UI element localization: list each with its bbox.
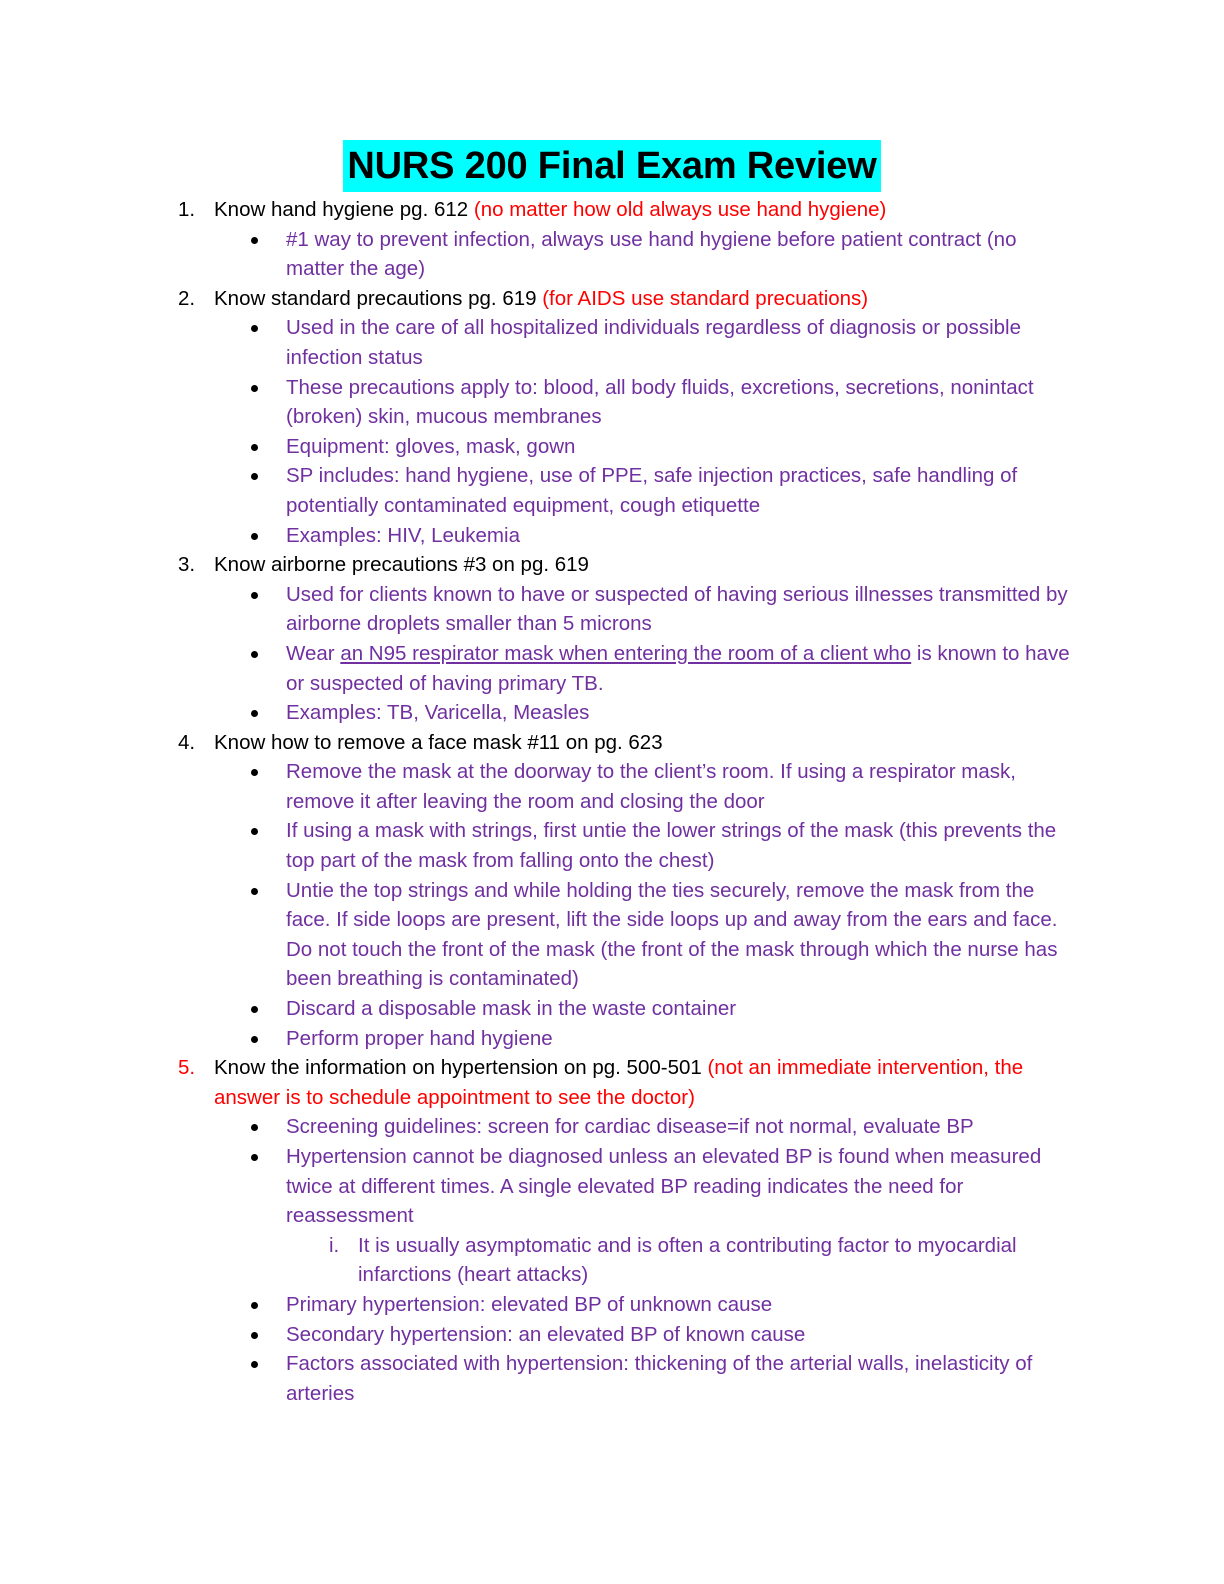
- item-heading: Know hand hygiene pg. 612: [214, 198, 474, 221]
- bullet-text: Perform proper hand hygiene: [286, 1026, 553, 1050]
- bullet-icon: [251, 1036, 258, 1043]
- bullet-text: These precautions apply to: blood, all body fluids, excretions, secretions, nonintact (broken) skin, mucous membranes: [286, 375, 1034, 429]
- bullet-icon: [251, 237, 258, 244]
- bullet-icon: [251, 444, 258, 451]
- title-wrap: [0, 140, 1224, 192]
- sub-text: It is usually asymptomatic and is often a contributing factor to myocardial infarctions (heart attacks): [358, 1233, 1017, 1287]
- bullet-text: Examples: TB, Varicella, Measles: [286, 701, 590, 725]
- bullet-item: [286, 313, 1078, 372]
- bullet-item: [286, 1142, 1078, 1290]
- bullet-item: [286, 876, 1078, 994]
- bullet-item: [286, 757, 1078, 816]
- bullet-icon: [251, 1302, 258, 1309]
- bullet-icon: [251, 1361, 258, 1368]
- sub-list: [286, 1231, 1078, 1290]
- bullet-text: Factors associated with hypertension: thickening of the arterial walls, inelasticity of arteries: [286, 1352, 1033, 1405]
- bullet-text: Untie the top strings and while holding the ties securely, remove the mask from the face. If side loops are present, lift the side loops up and away from the ears and face. Do not touch the front of the mask (the front of the mask through which the nurse has been breathing is contaminated): [286, 878, 1058, 991]
- bullet-icon: [251, 1154, 258, 1161]
- bullet-icon: [251, 1332, 258, 1339]
- bullet-icon: [251, 533, 258, 540]
- bullet-item: [286, 580, 1078, 639]
- bullet-text: Used in the care of all hospitalized individuals regardless of diagnosis or possible infection status: [286, 316, 1021, 369]
- bullet-icon: [251, 651, 258, 658]
- bullet-list: [214, 580, 1078, 728]
- item-note: (not an immediate intervention, the answer is to schedule appointment to see the doctor): [214, 1056, 1024, 1109]
- bullet-text: SP includes: hand hygiene, use of PPE, safe injection practices, safe handling of potentially contaminated equipment, cough etiquette: [286, 464, 1018, 517]
- bullet-icon: [251, 710, 258, 717]
- item-number: 1.: [178, 198, 196, 221]
- bullet-text: is known to have or suspected of having primary TB.: [286, 641, 1070, 695]
- bullet-text: Remove the mask at the doorway to the client’s room. If using a respirator mask, remove it after leaving the room and closing the door: [286, 760, 1016, 813]
- bullet-item: [286, 1320, 1078, 1350]
- bullet-item: [286, 521, 1078, 551]
- bullet-text: #1 way to prevent infection, always use hand hygiene before patient contract (no matter the age): [286, 227, 1017, 281]
- review-item-1: [178, 195, 1078, 284]
- review-item-4: [178, 728, 1078, 1054]
- bullet-item-n95: [286, 639, 1078, 698]
- bullet-text: Secondary hypertension: an elevated BP of known cause: [286, 1322, 806, 1346]
- bullet-icon: [251, 592, 258, 599]
- bullet-text: Examples: HIV, Leukemia: [286, 523, 520, 547]
- bullet-list: [214, 313, 1078, 550]
- bullet-item: [286, 698, 1078, 728]
- bullet-icon: [251, 888, 258, 895]
- bullet-item: [286, 1290, 1078, 1320]
- item-number: 3.: [178, 553, 196, 577]
- bullet-list: [214, 225, 1078, 284]
- underlined-text: an N95 respirator mask when entering the room of a client who: [340, 641, 912, 665]
- sub-item: [329, 1231, 1078, 1290]
- review-item-5: [178, 1053, 1078, 1408]
- bullet-list: [214, 1112, 1078, 1408]
- review-item-2: [178, 284, 1078, 550]
- bullet-item: [286, 994, 1078, 1024]
- bullet-item: [286, 461, 1078, 520]
- bullet-item: [286, 1112, 1078, 1142]
- bullet-icon: [251, 828, 258, 835]
- bullet-text: Wear: [286, 641, 341, 665]
- bullet-text: Hypertension cannot be diagnosed unless an elevated BP is found when measured twice at different times. A single elevated BP reading indicates the need for reassessment: [286, 1145, 1042, 1228]
- bullet-item: [286, 816, 1078, 875]
- item-number: 4.: [178, 730, 196, 754]
- item-note: (for AIDS use standard precuations): [542, 286, 869, 310]
- bullet-item: [286, 1349, 1078, 1408]
- bullet-icon: [251, 325, 258, 332]
- bullet-text: If using a mask with strings, first untie the lower strings of the mask (this prevents the top part of the mask from falling onto the chest): [286, 819, 1057, 873]
- bullet-icon: [251, 1006, 258, 1013]
- bullet-text: Equipment: gloves, mask, gown: [286, 434, 576, 458]
- bullet-text: Used for clients known to have or suspected of having serious illnesses transmitted by airborne droplets smaller than 5 microns: [286, 582, 1068, 636]
- bullet-icon: [251, 385, 258, 392]
- bullet-icon: [251, 473, 258, 480]
- item-heading: Know airborne precautions #3 on pg. 619: [214, 553, 589, 577]
- review-list: [178, 195, 1078, 1408]
- bullet-item: [286, 1024, 1078, 1054]
- review-item-3: [178, 550, 1078, 728]
- item-heading: Know the information on hypertension on pg. 500-501: [214, 1056, 708, 1080]
- bullet-item: [286, 373, 1078, 432]
- bullet-item: [286, 225, 1078, 284]
- bullet-text: Primary hypertension: elevated BP of unknown cause: [286, 1292, 773, 1316]
- bullet-list: [214, 757, 1078, 1053]
- sub-number: i.: [329, 1233, 340, 1257]
- item-note: (no matter how old always use hand hygiene): [473, 198, 887, 221]
- bullet-icon: [251, 1124, 258, 1131]
- item-heading: Know standard precautions pg. 619: [214, 286, 543, 310]
- item-heading: Know how to remove a face mask #11 on pg. 623: [214, 730, 663, 754]
- item-number: 2.: [178, 286, 196, 310]
- document-body: [178, 195, 1078, 1408]
- bullet-text: Discard a disposable mask in the waste container: [286, 997, 737, 1021]
- item-number: 5.: [178, 1056, 196, 1080]
- bullet-text: Screening guidelines: screen for cardiac disease=if not normal, evaluate BP: [286, 1115, 974, 1139]
- bullet-item: [286, 432, 1078, 462]
- page-title: NURS 200 Final Exam Review: [343, 140, 880, 192]
- bullet-icon: [251, 769, 258, 776]
